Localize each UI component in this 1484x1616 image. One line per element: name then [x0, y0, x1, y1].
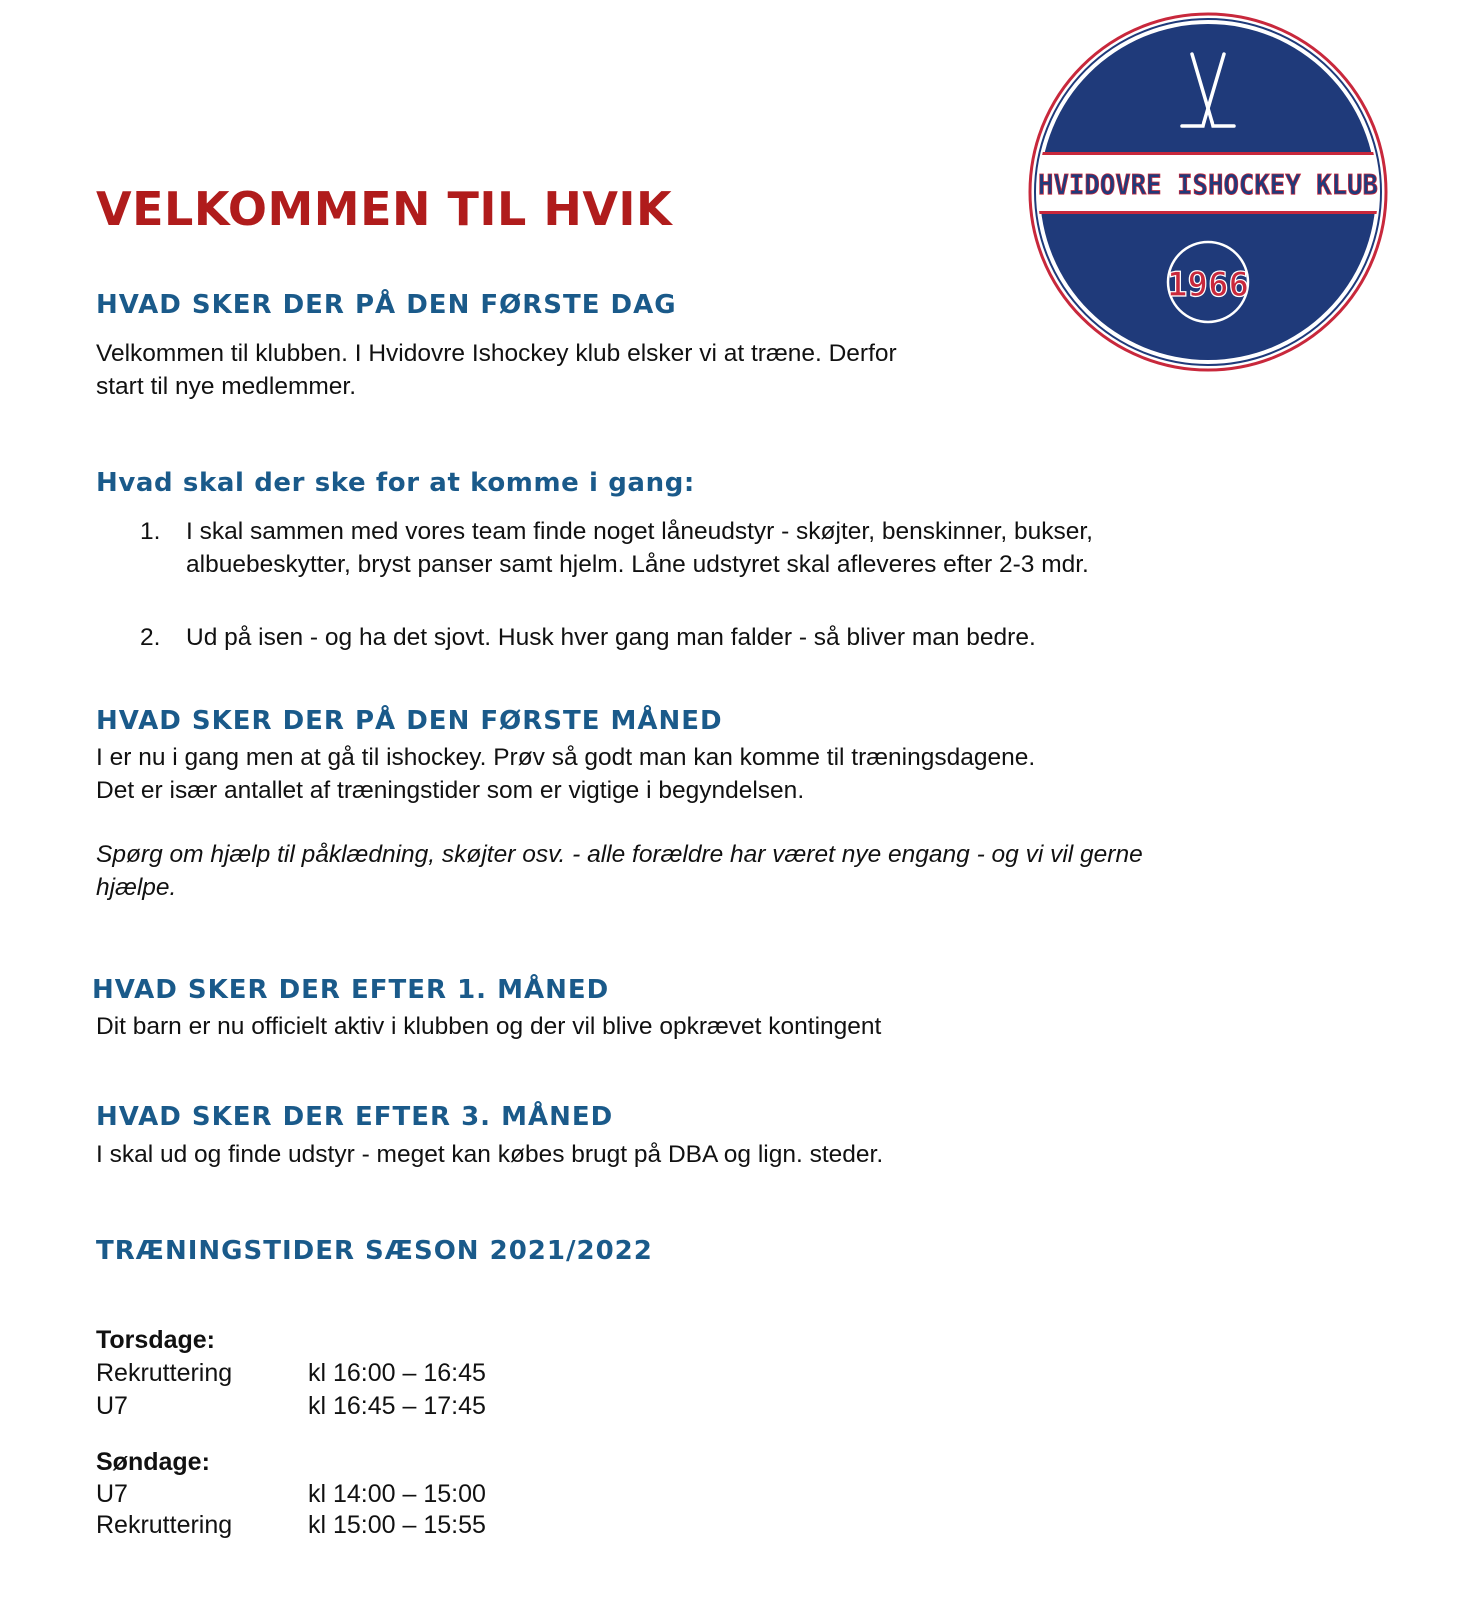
first-day-heading: HVAD SKER DER PÅ DEN FØRSTE DAG [96, 290, 677, 320]
list-item [140, 621, 1340, 654]
schedule-group: Rekruttering [96, 1511, 233, 1539]
schedule-time: kl 15:00 – 15:55 [308, 1511, 486, 1539]
schedule-day: Søndage: [96, 1448, 210, 1476]
after-month3-text: I skal ud og finde udstyr - meget kan købes brugt på DBA og lign. steder. [96, 1141, 884, 1168]
logo-year: 1966 [1167, 265, 1249, 305]
schedule-time: kl 16:00 – 16:45 [308, 1359, 486, 1387]
schedule-group: Rekruttering [96, 1359, 233, 1387]
schedule-group: U7 [96, 1480, 128, 1508]
schedule-table [96, 1326, 696, 1596]
first-month-heading: HVAD SKER DER PÅ DEN FØRSTE MÅNED [96, 706, 723, 736]
list-item-line1: Ud på isen - og ha det sjovt. Husk hver gang man falder - så bliver man bedre. [186, 624, 1036, 651]
first-day-line1: Velkommen til klubben. I Hvidovre Ishockey klub elsker vi at træne. Derfor [96, 340, 897, 367]
schedule-time: kl 16:45 – 17:45 [308, 1392, 486, 1420]
first-month-note-line1: Spørg om hjælp til påklædning, skøjter osv. - alle forældre har været nye engang - og vi vil gerne [96, 841, 1143, 868]
after-month1-heading: HVAD SKER DER EFTER 1. MÅNED [92, 975, 610, 1005]
first-month-note-line2: hjælpe. [96, 874, 177, 901]
list-item-line2: albuebeskytter, bryst panser samt hjelm. Låne udstyret skal afleveres efter 2-3 mdr. [186, 551, 1089, 578]
getting-started-heading: Hvad skal der ske for at komme i gang: [96, 468, 695, 498]
after-month3-heading: HVAD SKER DER EFTER 3. MÅNED [96, 1102, 614, 1132]
page-title: VELKOMMEN TIL HVIK [96, 182, 673, 236]
list-item-line1: I skal sammen med vores team finde noget låneudstyr - skøjter, benskinner, bukser, [186, 518, 1093, 545]
hvik-logo [1016, 12, 1400, 372]
logo-text: HVIDOVRE ISHOCKEY KLUB [1038, 168, 1378, 201]
schedule-heading: TRÆNINGSTIDER SÆSON 2021/2022 [96, 1236, 653, 1266]
schedule-day: Torsdage: [96, 1326, 215, 1354]
first-month-line1: I er nu i gang men at gå til ishockey. Prøv så godt man kan komme til træningsdagene. [96, 744, 1036, 771]
after-month1-text: Dit barn er nu officielt aktiv i klubben og der vil blive opkrævet kontingent [96, 1013, 882, 1040]
first-day-line2: start til nye medlemmer. [96, 373, 357, 400]
list-item-number: 1. [140, 518, 161, 545]
list-item-number: 2. [140, 624, 161, 651]
schedule-group: U7 [96, 1392, 128, 1420]
first-month-line2: Det er især antallet af træningstider som er vigtige i begyndelsen. [96, 777, 805, 804]
schedule-time: kl 14:00 – 15:00 [308, 1480, 486, 1508]
list-item [140, 515, 1340, 581]
